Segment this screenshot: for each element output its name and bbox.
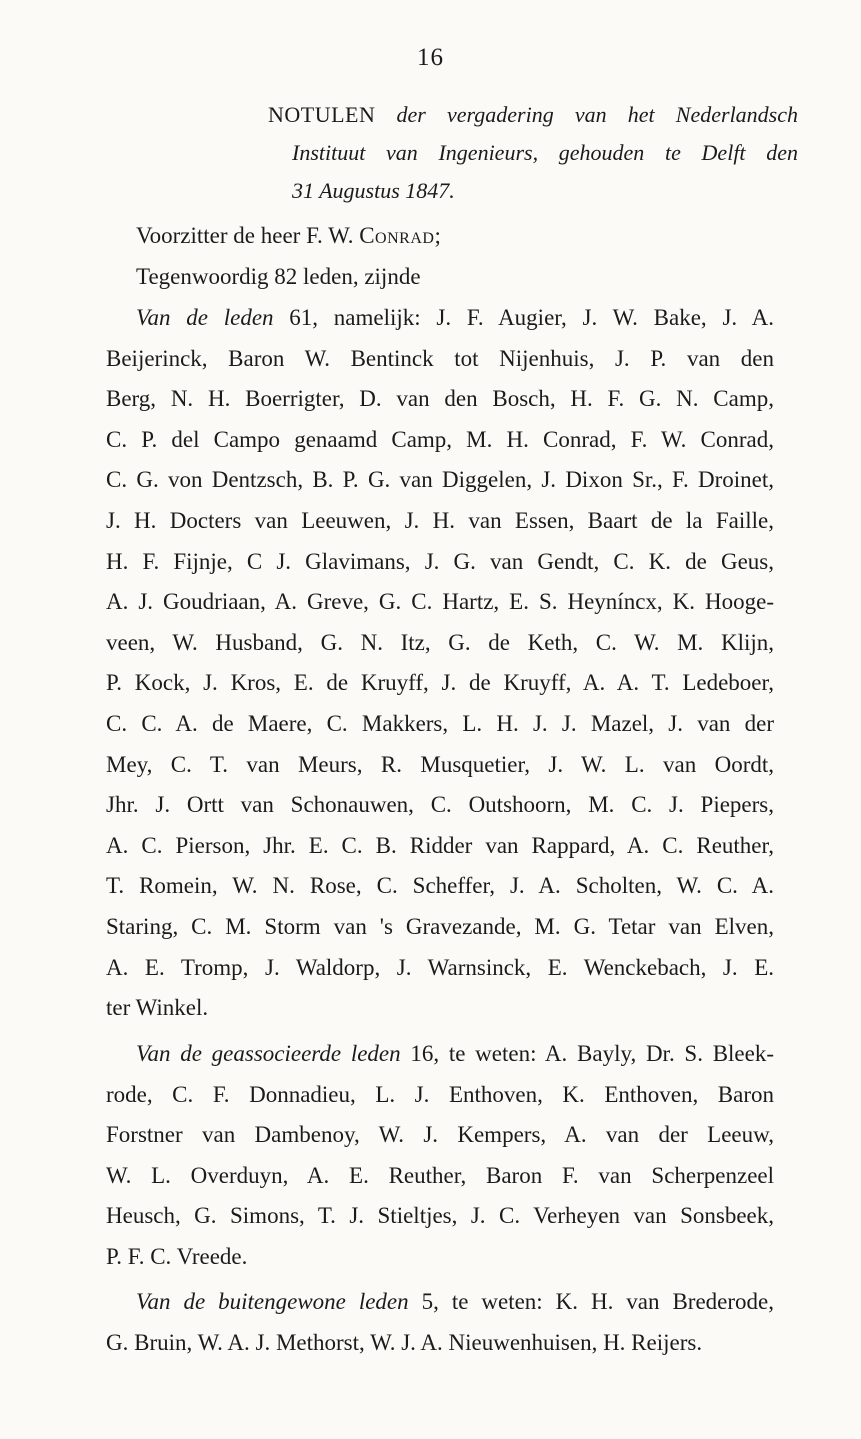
members-line xyxy=(106,542,774,583)
heading-line-2: Instituut van Ingenieurs, gehouden te Delft den xyxy=(292,140,798,165)
members-line xyxy=(106,785,774,826)
heading-lead: NOTULEN xyxy=(268,102,376,127)
members-line xyxy=(106,420,774,461)
members-line-text: C. P. del Campo genaamd Camp, M. H. Conrad, F. W. Conrad, xyxy=(106,426,774,452)
members-line-text: A. J. Goudriaan, A. Greve, G. C. Hartz, E. S. Heyníncx, K. Hooge- xyxy=(106,589,774,615)
extraordinary-line xyxy=(106,1282,774,1323)
members-line-text: veen, W. Husband, G. N. Itz, G. de Keth, C. W. M. Klijn, xyxy=(106,629,774,655)
members-line xyxy=(106,907,774,948)
associates-line xyxy=(106,1156,774,1197)
members-section xyxy=(106,298,774,1029)
members-line xyxy=(106,339,774,380)
members-line-text: T. Romein, W. N. Rose, C. Scheffer, J. A. Scholten, W. C. A. xyxy=(106,873,774,899)
chairman-line xyxy=(106,216,774,297)
members-line xyxy=(106,663,774,704)
extraordinary-intro: Van de buitengewone leden xyxy=(136,1289,409,1314)
associates-line xyxy=(106,1075,774,1116)
members-line xyxy=(106,866,774,907)
members-line-text: Berg, N. H. Boerrigter, D. van den Bosch, H. F. G. N. Camp, xyxy=(106,386,774,412)
attendance-line: Tegenwoordig 82 leden, zijnde xyxy=(136,263,421,289)
members-line xyxy=(106,623,774,664)
associates-line-text: Forstner van Dambenoy, W. J. Kempers, A. van der Leeuw, xyxy=(106,1122,774,1148)
associates-intro: Van de geassocieerde leden xyxy=(136,1041,401,1066)
extraordinary-section xyxy=(106,1282,774,1363)
members-line xyxy=(106,948,774,989)
members-line-text: J. H. Docters van Leeuwen, J. H. van Essen, Baart de la Faille, xyxy=(106,507,774,533)
members-line xyxy=(106,298,774,339)
page-number: 16 xyxy=(417,44,444,71)
associates-line-text: P. F. C. Vreede. xyxy=(106,1243,248,1269)
members-line-text: Staring, C. M. Storm van 's Gravezande, M. G. Tetar van Elven, xyxy=(106,913,774,939)
chairman-text: Voorzitter de heer F. W. Conrad; xyxy=(136,223,441,248)
heading-line-1 xyxy=(268,96,798,134)
members-line-text: Beijerinck, Baron W. Bentinck tot Nijenhuis, J. P. van den xyxy=(106,345,774,371)
members-line-text: P. Kock, J. Kros, E. de Kruyff, J. de Kruyff, A. A. T. Ledeboer, xyxy=(106,670,774,696)
members-line xyxy=(106,460,774,501)
members-line xyxy=(106,704,774,745)
associates-line-text: 16, te weten: A. Bayly, Dr. S. Bleek- xyxy=(400,1041,774,1066)
associates-line xyxy=(106,1237,774,1278)
members-intro: Van de leden xyxy=(136,305,274,330)
extraordinary-line-text: 5, te weten: K. H. van Brederode, xyxy=(408,1289,775,1314)
associates-line-text: W. L. Overduyn, A. E. Reuther, Baron F. van Scherpenzeel xyxy=(106,1162,774,1188)
members-line xyxy=(106,582,774,623)
extraordinary-line-text: G. Bruin, W. A. J. Methorst, W. J. A. Nieuwenhuisen, H. Reijers. xyxy=(106,1329,703,1355)
associates-section xyxy=(106,1034,774,1278)
members-line-text: Mey, C. T. van Meurs, R. Musquetier, J. W. L. van Oordt, xyxy=(106,751,774,777)
members-line-text: Jhr. J. Ortt van Schonauwen, C. Outshoorn, M. C. J. Piepers, xyxy=(106,792,774,818)
members-line xyxy=(106,501,774,542)
extraordinary-line xyxy=(106,1323,774,1364)
members-line xyxy=(106,745,774,786)
members-line xyxy=(106,826,774,867)
members-line-text: A. C. Pierson, Jhr. E. C. B. Ridder van Rappard, A. C. Reuther, xyxy=(106,832,774,858)
chairman-name: Conrad xyxy=(359,223,435,248)
minutes-heading xyxy=(268,96,798,210)
members-line-text: ter Winkel. xyxy=(106,995,209,1021)
members-line xyxy=(106,988,774,1029)
associates-line xyxy=(106,1034,774,1075)
members-line-text: H. F. Fijnje, C J. Glavimans, J. G. van Gendt, C. K. de Geus, xyxy=(106,548,774,574)
associates-line xyxy=(106,1196,774,1237)
members-line-text: A. E. Tromp, J. Waldorp, J. Warnsinck, E. Wenckebach, J. E. xyxy=(106,954,774,980)
members-line xyxy=(106,379,774,420)
members-line-text: C. C. A. de Maere, C. Makkers, L. H. J. J. Mazel, J. van der xyxy=(106,710,774,736)
associates-line xyxy=(106,1115,774,1156)
associates-line-text: Heusch, G. Simons, T. J. Stieltjes, J. C. Verheyen van Sonsbeek, xyxy=(106,1203,774,1229)
heading-line-3: 31 Augustus 1847. xyxy=(292,178,455,203)
heading-line-1-rest: der vergadering van het Nederlandsch xyxy=(396,102,799,127)
associates-line-text: rode, C. F. Donnadieu, L. J. Enthoven, K. Enthoven, Baron xyxy=(106,1081,774,1107)
members-line-text: C. G. von Dentzsch, B. P. G. van Diggelen, J. Dixon Sr., F. Droinet, xyxy=(106,467,774,493)
members-line-text: 61, namelijk: J. F. Augier, J. W. Bake, J. A. xyxy=(273,305,774,330)
